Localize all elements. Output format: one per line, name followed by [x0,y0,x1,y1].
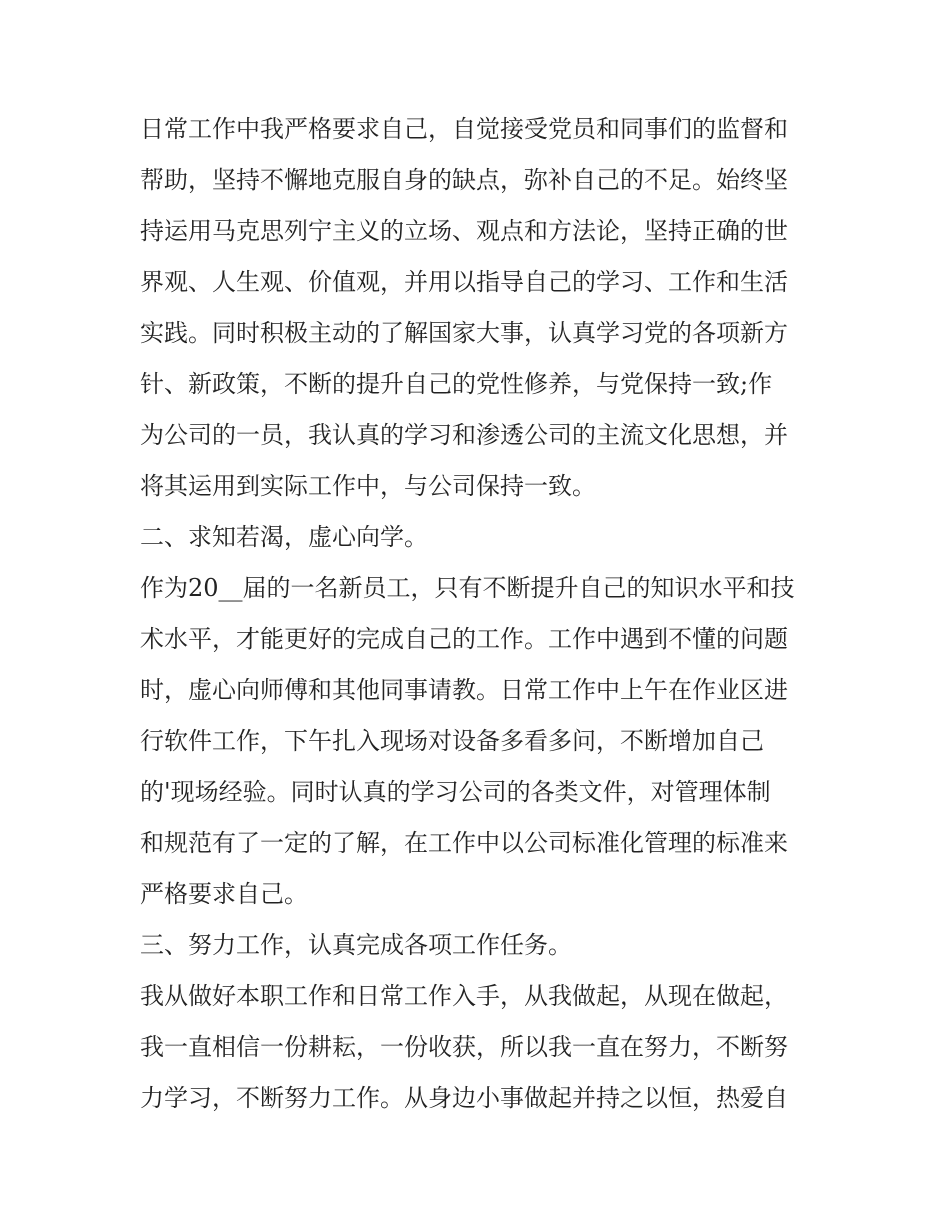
text-line: 时，虚心向师傅和其他同事请教。日常工作中上午在作业区进 [140,676,788,704]
section-heading: 二、求知若渴，虚心向学。 [140,523,428,551]
text-line: 和规范有了一定的了解，在工作中以公司标准化管理的标准来 [140,829,788,857]
text-line: 的'现场经验。同时认真的学习公司的各类文件，对管理体制 [140,778,771,806]
text-line: 我一直相信一份耕耘，一份收获，所以我一直在努力，不断努 [140,1033,788,1061]
text-line: 作为20__届的一名新员工，只有不断提升自己的知识水平和技 [140,574,795,602]
section-heading: 三、努力工作，认真完成各项工作任务。 [140,931,572,959]
text-line: 力学习，不断努力工作。从身边小事做起并持之以恒，热爱自 [140,1084,788,1112]
text-line: 术水平，才能更好的完成自己的工作。工作中遇到不懂的问题 [140,625,788,653]
text-line: 持运用马克思列宁主义的立场、观点和方法论，坚持正确的世 [140,217,788,245]
text-line: 帮助，坚持不懈地克服自身的缺点，弥补自己的不足。始终坚 [140,166,788,194]
text-line: 实践。同时积极主动的了解国家大事，认真学习党的各项新方 [140,319,788,347]
text-line: 将其运用到实际工作中，与公司保持一致。 [140,472,596,500]
text-line: 严格要求自己。 [140,880,308,908]
text-line: 界观、人生观、价值观，并用以指导自己的学习、工作和生活 [140,268,788,296]
text-line: 为公司的一员，我认真的学习和渗透公司的主流文化思想，并 [140,421,788,449]
text-line: 日常工作中我严格要求自己，自觉接受党员和同事们的监督和 [140,115,788,143]
text-line: 针、新政策，不断的提升自己的党性修养，与党保持一致;作 [140,370,773,398]
document-body [140,104,820,1124]
text-line: 行软件工作，下午扎入现场对设备多看多问，不断增加自己 [140,727,764,755]
text-line: 我从做好本职工作和日常工作入手，从我做起，从现在做起， [140,982,788,1010]
